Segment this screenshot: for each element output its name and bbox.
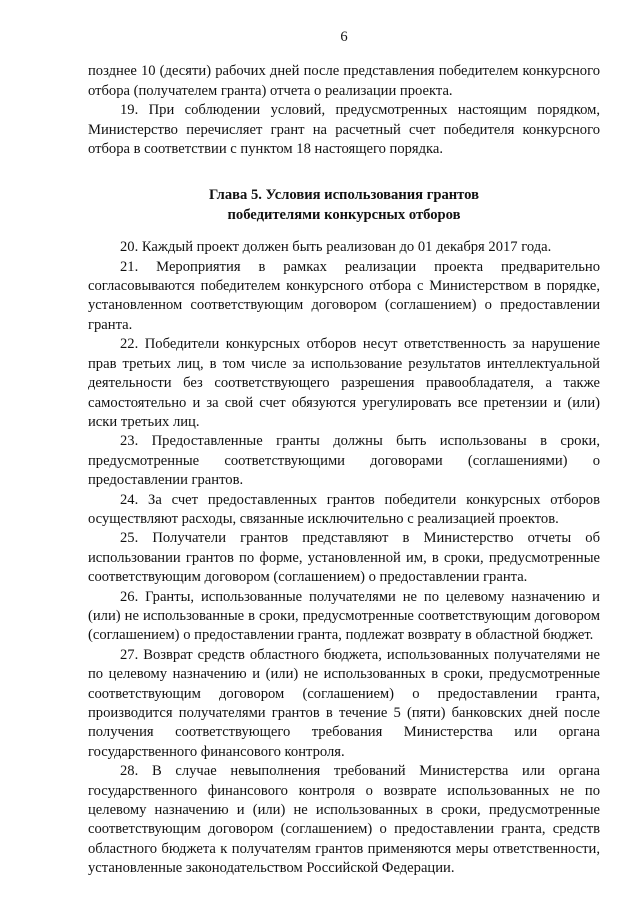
spacer: [88, 159, 600, 186]
paragraph-24: 24. За счет предоставленных грантов победители конкурсных отборов осуществляют расходы, связанные исключительно с реализацией проектов.: [88, 491, 600, 527]
paragraph-26: 26. Гранты, использованные получателями не по целевому назначению и (или) не использованные в сроки, предусмотренные соответствующим договором (соглашением) о предоставлении гранта, подлежат возврату в областной бюджет.: [88, 588, 600, 644]
chapter-title-line-1: Глава 5. Условия использования грантов: [209, 187, 479, 204]
document-page: [88, 28, 600, 879]
paragraph-28: 28. В случае невыполнения требований Министерства или органа государственного финансового контроля о возврате использованных не по целевому назначению и (или) не использованных в сроки, предусмотренные соответствующим договором (соглашением) о предоставлении гранта, средств областного бюджета к получателям грантов применяются меры ответственности, установленные законодательством Российской Федерации.: [88, 763, 600, 877]
paragraph-23: 23. Предоставленные гранты должны быть использованы в сроки, предусмотренные соответствующими договорами (соглашениями) о предоставлении грантов.: [88, 433, 600, 489]
paragraph-21: 21. Мероприятия в рамках реализации проекта предварительно согласовываются победителем конкурсного отбора с Министерством в порядке, установленном соответствующим договором (соглашением) о предоставлении гранта.: [88, 258, 600, 333]
paragraph-continuation: позднее 10 (десяти) рабочих дней после представления победителем конкурсного отбора (получателем гранта) отчета о реализации проекта.: [88, 63, 600, 99]
paragraph-25: 25. Получатели грантов представляют в Министерство отчеты об использовании грантов по форме, установленной им, в сроки, предусмотренные соответствующим договором (соглашением) о предоставлении гранта.: [88, 530, 600, 586]
paragraph-27: 27. Возврат средств областного бюджета, использованных получателями не по целевому назначению и (или) не использованных в сроки, предусмотренные соответствующим договором (соглашением) о предоставлении гранта, производится получателями грантов в течение 5 (пяти) банковских дней после получения соответствующего требования Министерства или органа государственного финансового контроля.: [88, 646, 600, 760]
paragraph-20: 20. Каждый проект должен быть реализован до 01 декабря 2017 года.: [120, 239, 552, 256]
chapter-title-line-2: победителями конкурсных отборов: [227, 206, 461, 223]
chapter-heading: [88, 186, 600, 225]
page-number: 6: [340, 29, 348, 45]
paragraph-19: 19. При соблюдении условий, предусмотренных настоящим порядком, Министерство перечисляет грант на расчетный счет победителя конкурсного отбора в соответствии с пунктом 18 настоящего порядка.: [88, 102, 600, 158]
paragraph-22: 22. Победители конкурсных отборов несут ответственность за нарушение прав третьих лиц, в том числе за использование результатов интеллектуальной деятельности без соответствующего разрешения правообладателя, а также самостоятельно и за свой счет обязуются урегулировать все претензии и (или) иски третьих лиц.: [88, 336, 600, 430]
spacer: [88, 225, 600, 238]
